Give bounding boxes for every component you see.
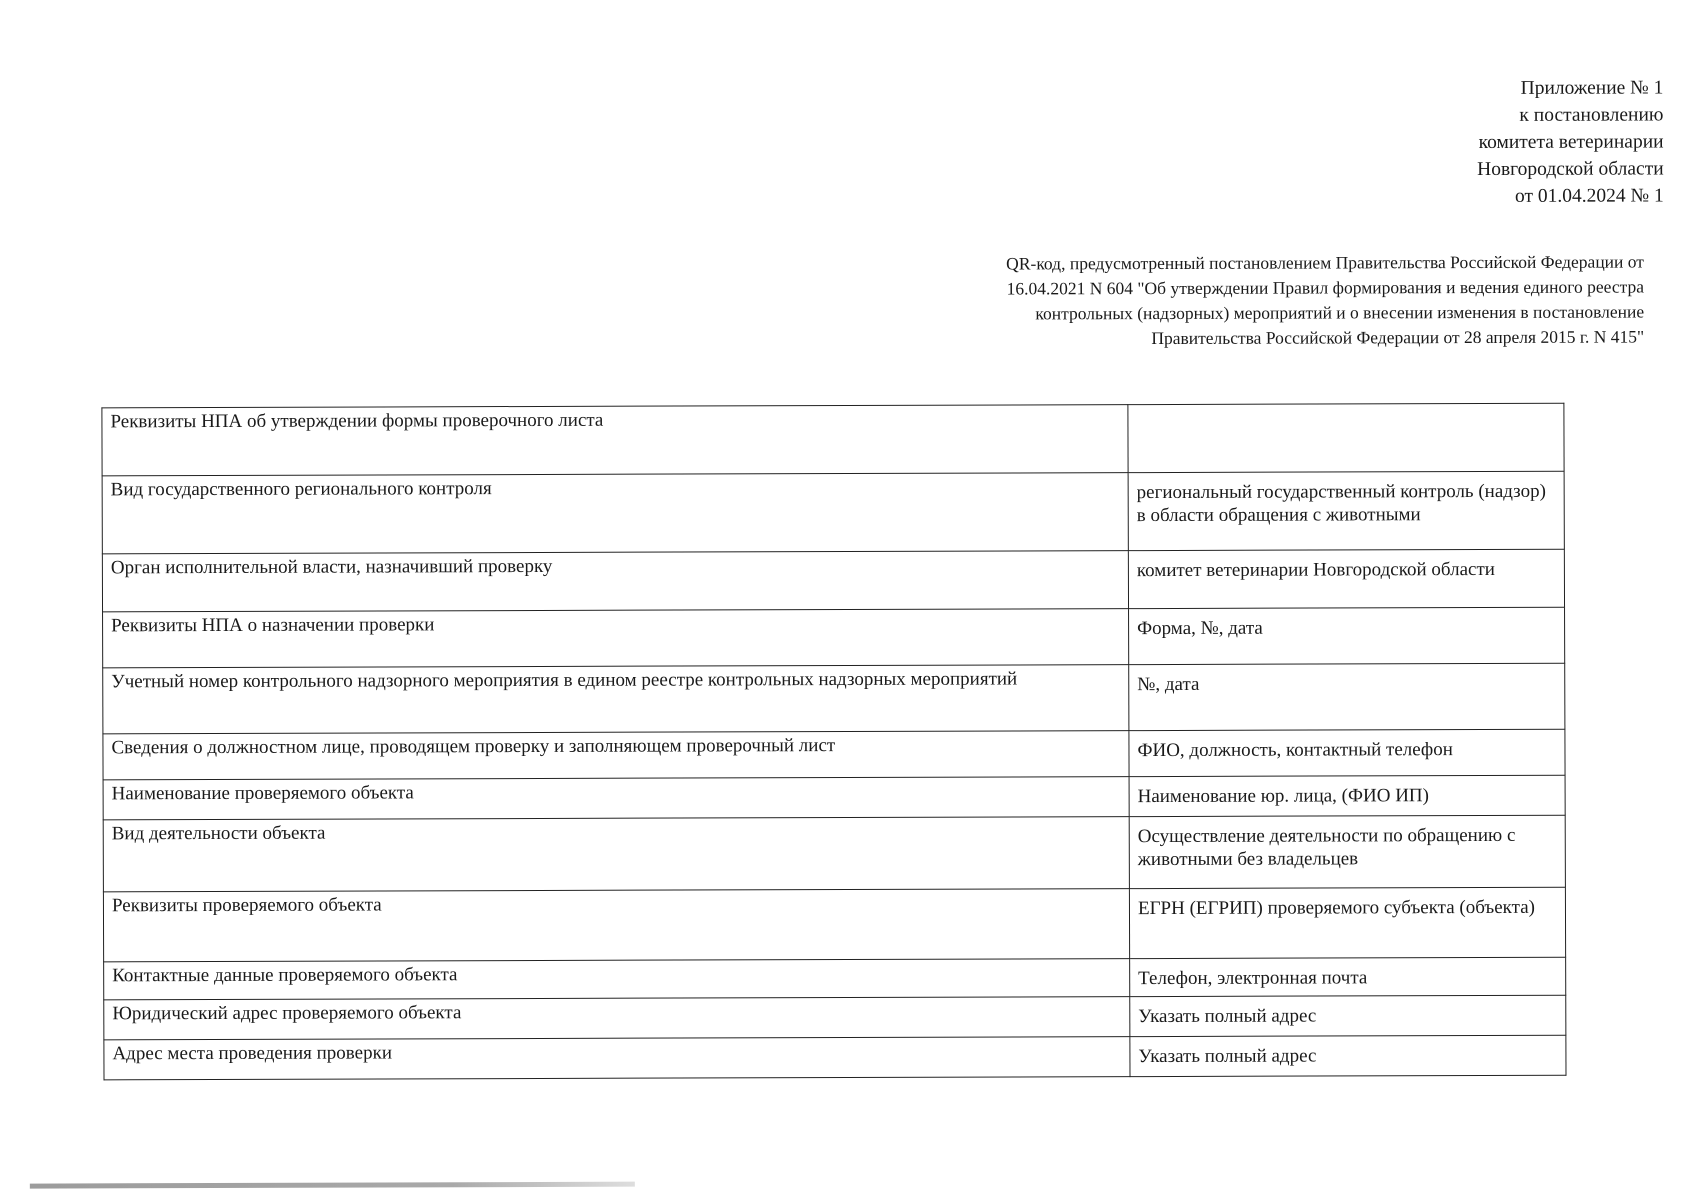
row-label: Адрес места проведения проверки [104, 1037, 1130, 1080]
table-row [102, 403, 1564, 476]
requisites-table [101, 403, 1566, 1081]
qr-note-line: контрольных (надзорных) мероприятий и о внесении изменения в постановление [1035, 301, 1645, 324]
row-value: региональный государственный контроль (надзор) в области обращения с животными [1128, 471, 1564, 550]
row-value: №, дата [1129, 663, 1565, 730]
appendix-line: к постановлению [1519, 104, 1664, 126]
table-row [103, 729, 1565, 780]
qr-code-note [864, 249, 1644, 351]
table-row [103, 607, 1565, 668]
row-label: Наименование проверяемого объекта [103, 777, 1129, 820]
row-value: Указать полный адрес [1130, 1035, 1566, 1076]
appendix-line: от 01.04.2024 № 1 [1514, 185, 1664, 207]
row-label: Реквизиты НПА о назначении проверки [103, 609, 1129, 668]
row-value: ЕГРН (ЕГРИП) проверяемого субъекта (объекта) [1129, 887, 1565, 958]
table-row [102, 549, 1564, 612]
qr-note-line: QR-код, предусмотренный постановлением Правительства Российской Федерации от [1006, 251, 1644, 274]
appendix-line: комитета ветеринарии [1478, 131, 1664, 154]
row-label: Реквизиты проверяемого объекта [103, 889, 1129, 962]
row-value: Форма, №, дата [1128, 607, 1564, 664]
appendix-header [1243, 74, 1663, 210]
scan-edge-mark [30, 1182, 635, 1189]
row-label: Вид деятельности объекта [103, 817, 1129, 892]
row-value: комитет ветеринарии Новгородской области [1128, 549, 1564, 608]
row-value: Указать полный адрес [1130, 995, 1566, 1036]
row-value: Телефон, электронная почта [1130, 957, 1566, 996]
appendix-line: Приложение № 1 [1520, 77, 1664, 99]
row-label: Юридический адрес проверяемого объекта [104, 997, 1130, 1040]
qr-note-line: 16.04.2021 N 604 "Об утверждении Правил формирования и ведения единого реестра [1006, 276, 1645, 299]
row-label: Вид государственного регионального контроля [102, 473, 1128, 554]
table-row [103, 663, 1565, 734]
table-row [103, 775, 1565, 820]
row-label: Контактные данные проверяемого объекта [104, 959, 1130, 1000]
row-value: Осуществление деятельности по обращению с животными без владельцев [1129, 815, 1565, 888]
table-row [102, 471, 1564, 554]
row-label: Учетный номер контрольного надзорного мероприятия в едином реестре контрольных надзорных мероприятий [103, 665, 1129, 734]
table-row [103, 887, 1565, 962]
table-row [103, 815, 1565, 892]
row-value [1128, 403, 1564, 472]
table-row [104, 957, 1566, 1000]
table-row [104, 995, 1566, 1040]
row-label: Реквизиты НПА об утверждении формы проверочного листа [102, 405, 1128, 476]
table-row [104, 1035, 1566, 1080]
row-label: Сведения о должностном лице, проводящем проверку и заполняющем проверочный лист [103, 731, 1129, 780]
row-value: Наименование юр. лица, (ФИО ИП) [1129, 775, 1565, 816]
row-value: ФИО, должность, контактный телефон [1129, 729, 1565, 776]
qr-note-line: Правительства Российской Федерации от 28 апреля 2015 г. N 415" [1151, 326, 1645, 349]
appendix-line: Новгородской области [1477, 158, 1664, 181]
row-label: Орган исполнительной власти, назначивший проверку [102, 551, 1128, 612]
